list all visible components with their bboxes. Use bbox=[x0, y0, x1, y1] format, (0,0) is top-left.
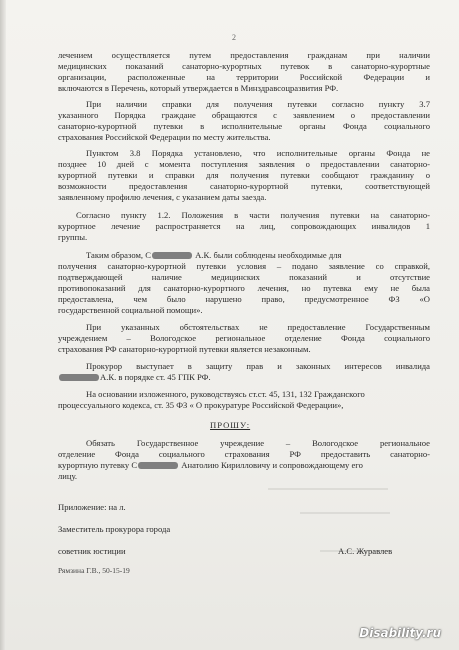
signatory-name: А.С. Журавлев bbox=[338, 546, 393, 556]
text-line: процессуального кодекса, ст. 35 ФЗ « О прокуратуре Российской Федерации», bbox=[58, 400, 344, 410]
text-line: заявленному профилю лечения, с указанием даты заезда. bbox=[58, 192, 267, 202]
page-number: 2 bbox=[232, 33, 236, 42]
text-line: предоставлена, чем было нарушено право, предусмотренное ФЗ «О bbox=[58, 294, 430, 304]
page-edge-shadow bbox=[0, 0, 6, 650]
text-line: Обязать Государственное учреждение – Вологодское региональное bbox=[86, 438, 430, 448]
text-line: медицинских показаний санаторно-курортных путевок в санаторно-курортные bbox=[58, 61, 430, 71]
text-line: указанного Порядка граждане обращаются с заявлением о предоставлении bbox=[58, 110, 430, 120]
text-line: включаются в Перечень, который утверждается в Минздравсоцразвития РФ. bbox=[58, 83, 339, 93]
text-line bbox=[58, 372, 211, 383]
text-line: страхования Российской Федерации по месту жительства. bbox=[58, 132, 271, 142]
text-line bbox=[58, 460, 430, 471]
text-line: При указанных обстоятельствах не предоставление Государственным bbox=[86, 322, 430, 332]
text-line: противопоказаний для санаторно-курортного лечения, но путевка ему не была bbox=[58, 283, 430, 293]
redaction-mark bbox=[152, 252, 192, 259]
text-fragment: Анатолию Кирилловичу и сопровождающему его bbox=[181, 460, 363, 470]
executor-line: Рямзина Г.В., 50-15-19 bbox=[58, 566, 130, 575]
deputy-title: Заместитель прокурора города bbox=[58, 524, 171, 534]
text-line: лицу. bbox=[58, 471, 78, 481]
rank-title: советник юстиции bbox=[58, 546, 126, 556]
text-line: лечением осуществляется путем предоставления гражданам при наличии bbox=[58, 50, 430, 60]
text-line: позднее 10 дней с момента поступления заявления о предоставлении санаторно- bbox=[58, 159, 430, 169]
text-line: Прокурор выступает в защиту прав и законных интересов инвалида bbox=[86, 361, 430, 371]
text-fragment: А.К. в порядке ст. 45 ГПК РФ. bbox=[100, 372, 211, 382]
text-fragment: Таким образом, С bbox=[86, 250, 151, 260]
text-line: При наличии справки для получения путевки согласно пункту 3.7 bbox=[86, 99, 430, 109]
text-line: санаторно-курортной путевки в исполнительные органы Фонда социального bbox=[58, 121, 430, 131]
text-line: группы. bbox=[58, 232, 88, 242]
attachment-line: Приложение: на л. bbox=[58, 502, 126, 512]
text-fragment: А.К. были соблюдены необходимые для bbox=[195, 250, 342, 260]
text-line: Согласно пункту 1.2. Положения в части получения путевки на санаторно- bbox=[76, 210, 430, 220]
text-line: возможности предоставления санаторно-курортной путевки, соответствующей bbox=[58, 181, 430, 191]
text-line: подтверждающей наличие медицинских показаний и отсутствие bbox=[58, 272, 430, 282]
text-fragment: курортную путевку С bbox=[58, 460, 138, 470]
watermark-logo: Disability.ru bbox=[359, 626, 441, 640]
text-line: курортной путевки и справки для получения путевки сообщают гражданину о bbox=[58, 170, 430, 180]
text-line: страхования РФ санаторно-курортной путевки является незаконным. bbox=[58, 344, 311, 354]
text-line: Пунктом 3.8 Порядка установлено, что исполнительные органы Фонда не bbox=[86, 148, 430, 158]
text-line: курортное лечение распространяется на лиц, сопровождающих инвалидов 1 bbox=[58, 221, 430, 231]
text-line: государственной социальной помощи». bbox=[58, 305, 203, 315]
text-line: организации, расположенные на территории Российской Федерации и bbox=[58, 72, 430, 82]
request-heading: ПРОШУ: bbox=[210, 420, 251, 430]
text-line: отделение Фонда социального страхования РФ предоставить санаторно- bbox=[58, 449, 430, 459]
text-line bbox=[86, 250, 430, 261]
text-line: получения санаторно-курортной путевки условия – подано заявление со справкой, bbox=[58, 261, 430, 271]
text-line: На основании изложенного, руководствуясь ст.ст. 45, 131, 132 Гражданского bbox=[86, 389, 365, 399]
redaction-mark bbox=[59, 374, 99, 381]
text-line: учреждением – Вологодское региональное отделение Фонда социального bbox=[58, 333, 430, 343]
redaction-mark bbox=[138, 462, 178, 469]
